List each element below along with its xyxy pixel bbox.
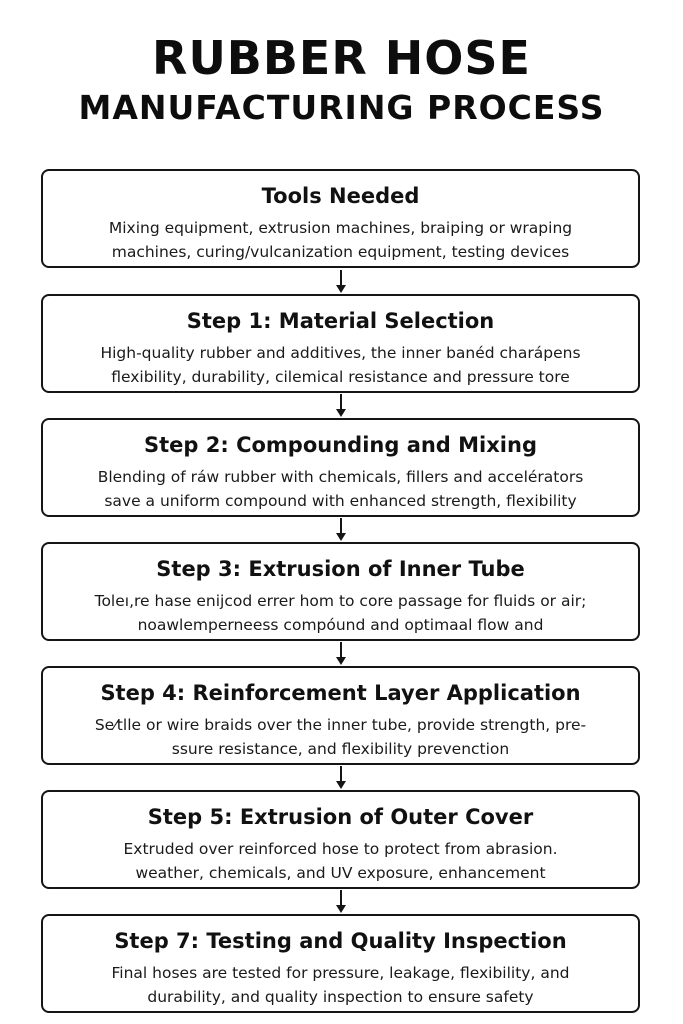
step-5-line-2: weather, chemicals, and UV exposure, enhancement (135, 864, 546, 882)
step-7-heading: Step 7: Testing and Quality Inspection (114, 929, 567, 953)
step-7-line-1: Final hoses are tested for pressure, leakage, flexibility, and (111, 964, 570, 982)
step-4-heading: Step 4: Reinforcement Layer Application (100, 681, 581, 705)
step-2-line-1: Blending of ráw rubber with chemicals, fillers and accelérators (97, 468, 584, 486)
down-arrow-icon (336, 518, 346, 542)
step-7-description (57, 961, 624, 1009)
step-4-box (41, 666, 640, 765)
page-title: RUBBER HOSE (152, 31, 531, 85)
step-2-box (41, 418, 640, 517)
step-3-line-1: Toleı,re hase enijcod errer hom to core passage for fluids or air; (94, 592, 587, 610)
step-3-line-2: noawlemperneess compóund and optimaal flow and (137, 616, 544, 634)
step-1-box (41, 294, 640, 393)
down-arrow-icon (336, 642, 346, 666)
step-5-description (57, 837, 624, 885)
step-3-box (41, 542, 640, 641)
tools-needed-line-2: machines, curing/vulcanization equipment, testing devices (111, 243, 570, 261)
step-7-box (41, 914, 640, 1013)
step-4-line-1: Se⁄tlle or wire braids over the inner tube, provide strength, pre- (94, 716, 587, 734)
step-5-line-1: Extruded over reinforced hose to protect from abrasion. (123, 840, 558, 858)
tools-needed-description (57, 216, 624, 264)
step-2-heading: Step 2: Compounding and Mixing (144, 433, 537, 457)
step-1-line-2: flexibility, durability, cilemical resistance and pressure tore (111, 368, 570, 386)
step-1-heading: Step 1: Material Selection (186, 309, 495, 333)
down-arrow-icon (336, 766, 346, 790)
step-5-box (41, 790, 640, 889)
step-4-line-2: ssure resistance, and flexibility prevenction (171, 740, 510, 758)
step-2-line-2: save a uniform compound with enhanced strength, flexibility (104, 492, 577, 510)
step-4-description (57, 713, 624, 761)
step-2-description (57, 465, 624, 513)
page-subtitle: MANUFACTURING PROCESS (78, 88, 605, 127)
step-1-line-1: High-quality rubber and additives, the inner banéd charápens (100, 344, 581, 362)
down-arrow-icon (336, 890, 346, 914)
step-3-heading: Step 3: Extrusion of Inner Tube (156, 557, 525, 581)
step-7-line-2: durability, and quality inspection to ensure safety (147, 988, 534, 1006)
step-3-description (57, 589, 624, 637)
down-arrow-icon (336, 270, 346, 294)
tools-needed-heading: Tools Needed (261, 184, 420, 208)
down-arrow-icon (336, 394, 346, 418)
tools-needed-line-1: Mixing equipment, extrusion machines, braiping or wraping (108, 219, 573, 237)
step-5-heading: Step 5: Extrusion of Outer Cover (147, 805, 534, 829)
tools-needed-box (41, 169, 640, 268)
step-1-description (57, 341, 624, 389)
